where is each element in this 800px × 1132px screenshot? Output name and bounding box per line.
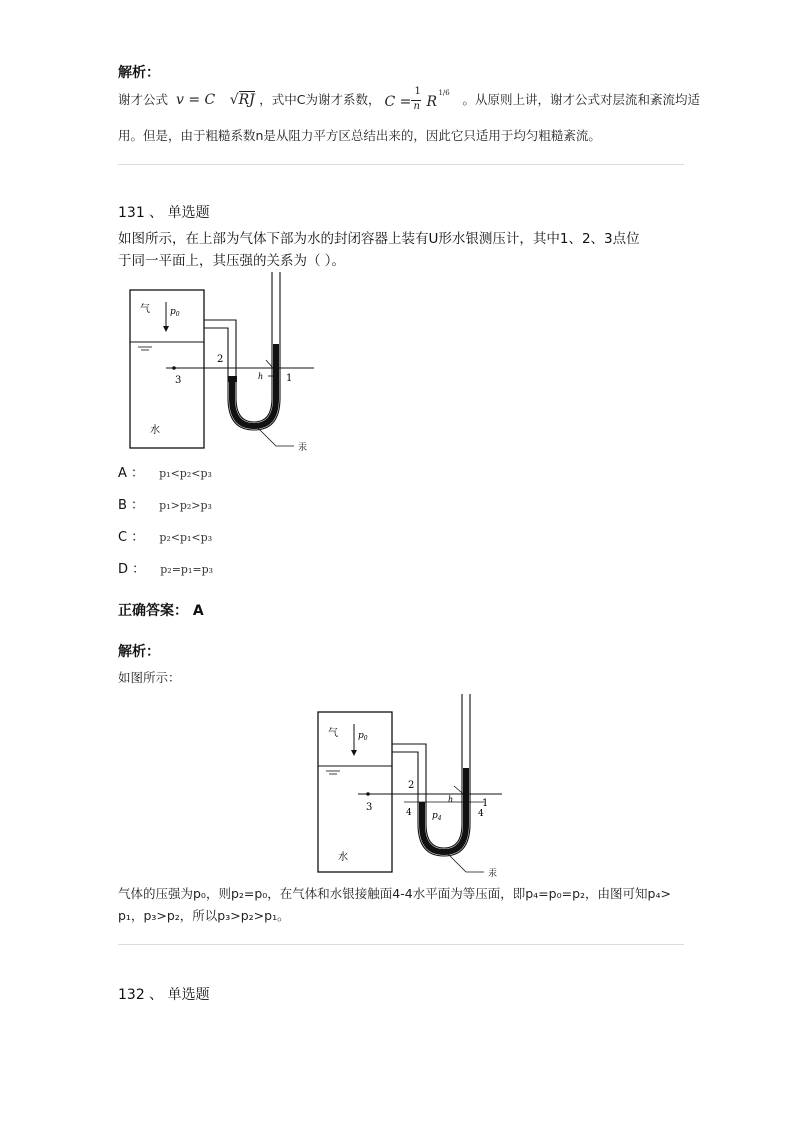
analysis-line [118,85,700,112]
option-text: p₁>p₂>p₃ [159,499,212,512]
analysis-line: 用。但是，由于粗糙系数n是从阻力平方区总结出来的，因此它只适用于均匀粗糙紊流。 [118,128,601,143]
option-a[interactable] [118,462,212,481]
point-2-label: 2 [217,354,224,365]
mercury-column [228,376,237,382]
point-2-label: 2 [408,780,415,791]
question-number: 131 、 单选题 [118,205,210,221]
p0-label [358,731,368,742]
analysis-intro: 如图所示： [118,670,181,685]
analysis-heading: 解析： [118,65,160,81]
option-text: p₂<p₁<p₃ [159,531,213,544]
formula-manning-lhs: C = [384,93,412,110]
formula-manning-denominator: n [413,100,420,112]
mercury-leader [448,854,484,872]
gas-label: 气 [328,728,338,739]
p0-label-p: p [170,307,176,317]
divider [118,944,684,945]
connecting-tube-inner [392,752,418,804]
formula-manning-r: R [426,93,438,110]
option-label: C ： [118,530,145,545]
p0-label-p: p [358,731,364,741]
option-label: A ： [118,466,145,481]
point-4-right-label: 4 [478,809,484,819]
water-label: 水 [338,852,348,863]
u-tube-inner [426,694,462,848]
analysis-line: p₁，p₃>p₂，所以p₃>p₂>p₁。 [118,908,290,923]
point-3-label: 3 [366,802,373,813]
h-label: h [258,372,264,381]
water-label: 水 [150,425,160,436]
mercury-leader [258,428,294,446]
correct-answer: 正确答案： A [118,603,204,619]
u-tube-inner [236,272,272,422]
analysis-text: 。从原则上讲，谢才公式对层流和紊流均适 [462,92,700,107]
formula-manning [384,85,458,112]
option-c[interactable] [118,526,212,545]
divider [118,164,684,165]
formula-manning-exponent: 1/6 [438,88,450,97]
analysis-heading: 解析： [118,644,160,660]
p0-label-sub: 0 [175,311,180,318]
option-label: B ： [118,498,145,513]
option-d[interactable] [118,558,213,577]
p0-arrowhead [163,326,169,332]
option-label: D ： [118,562,146,577]
p0-arrowhead [351,750,357,756]
question-stem-line: 如图所示，在上部为气体下部为水的封闭容器上装有U形水银测压计，其中1、2、3点位 [118,231,640,247]
option-b[interactable] [118,494,212,513]
question-stem-line: 于同一平面上，其压强的关系为（ ）。 [118,253,346,269]
mercury-label: 汞 [298,443,308,453]
point-3 [366,792,370,796]
point-3 [172,366,176,370]
p4-label-sub: 4 [437,815,442,822]
point-3-label: 3 [175,375,182,386]
analysis-text: ，式中C为谢才系数， [259,92,381,107]
sqrt-symbol: √ [229,92,239,108]
analysis-text: 谢才公式 [118,92,169,107]
formula-chezy-lhs: v = C [176,92,216,108]
connecting-tube-outer [392,744,426,804]
option-text: p₁<p₂<p₃ [159,467,212,480]
point-1-label: 1 [286,373,293,384]
p0-label-sub: 0 [363,735,368,742]
formula-manning-numerator: 1 [414,85,421,97]
point-1-label: 1 [482,798,489,809]
point-4-left-label: 4 [406,808,412,818]
connecting-tube-outer [204,320,236,380]
option-text: p₂=p₁=p₃ [160,563,214,576]
p4-label [432,811,442,822]
u-tube-manometer-figure-annotated [308,690,520,880]
h-label: h [448,795,454,804]
u-tube-manometer-figure [118,268,330,458]
connecting-tube-inner [204,328,228,380]
p4-label-p: p [432,811,438,821]
question-number: 132 、 单选题 [118,987,210,1003]
analysis-line: 气体的压强为p₀，则p₂=p₀，在气体和水银接触面4-4水平面为等压面，即p₄=p₀=p₂，由图可知p₄> [118,886,671,901]
p0-label [170,307,180,318]
mercury-label: 汞 [488,869,498,879]
gas-label: 气 [140,304,150,315]
formula-chezy [176,92,259,108]
formula-chezy-radicand: RJ [238,92,255,108]
